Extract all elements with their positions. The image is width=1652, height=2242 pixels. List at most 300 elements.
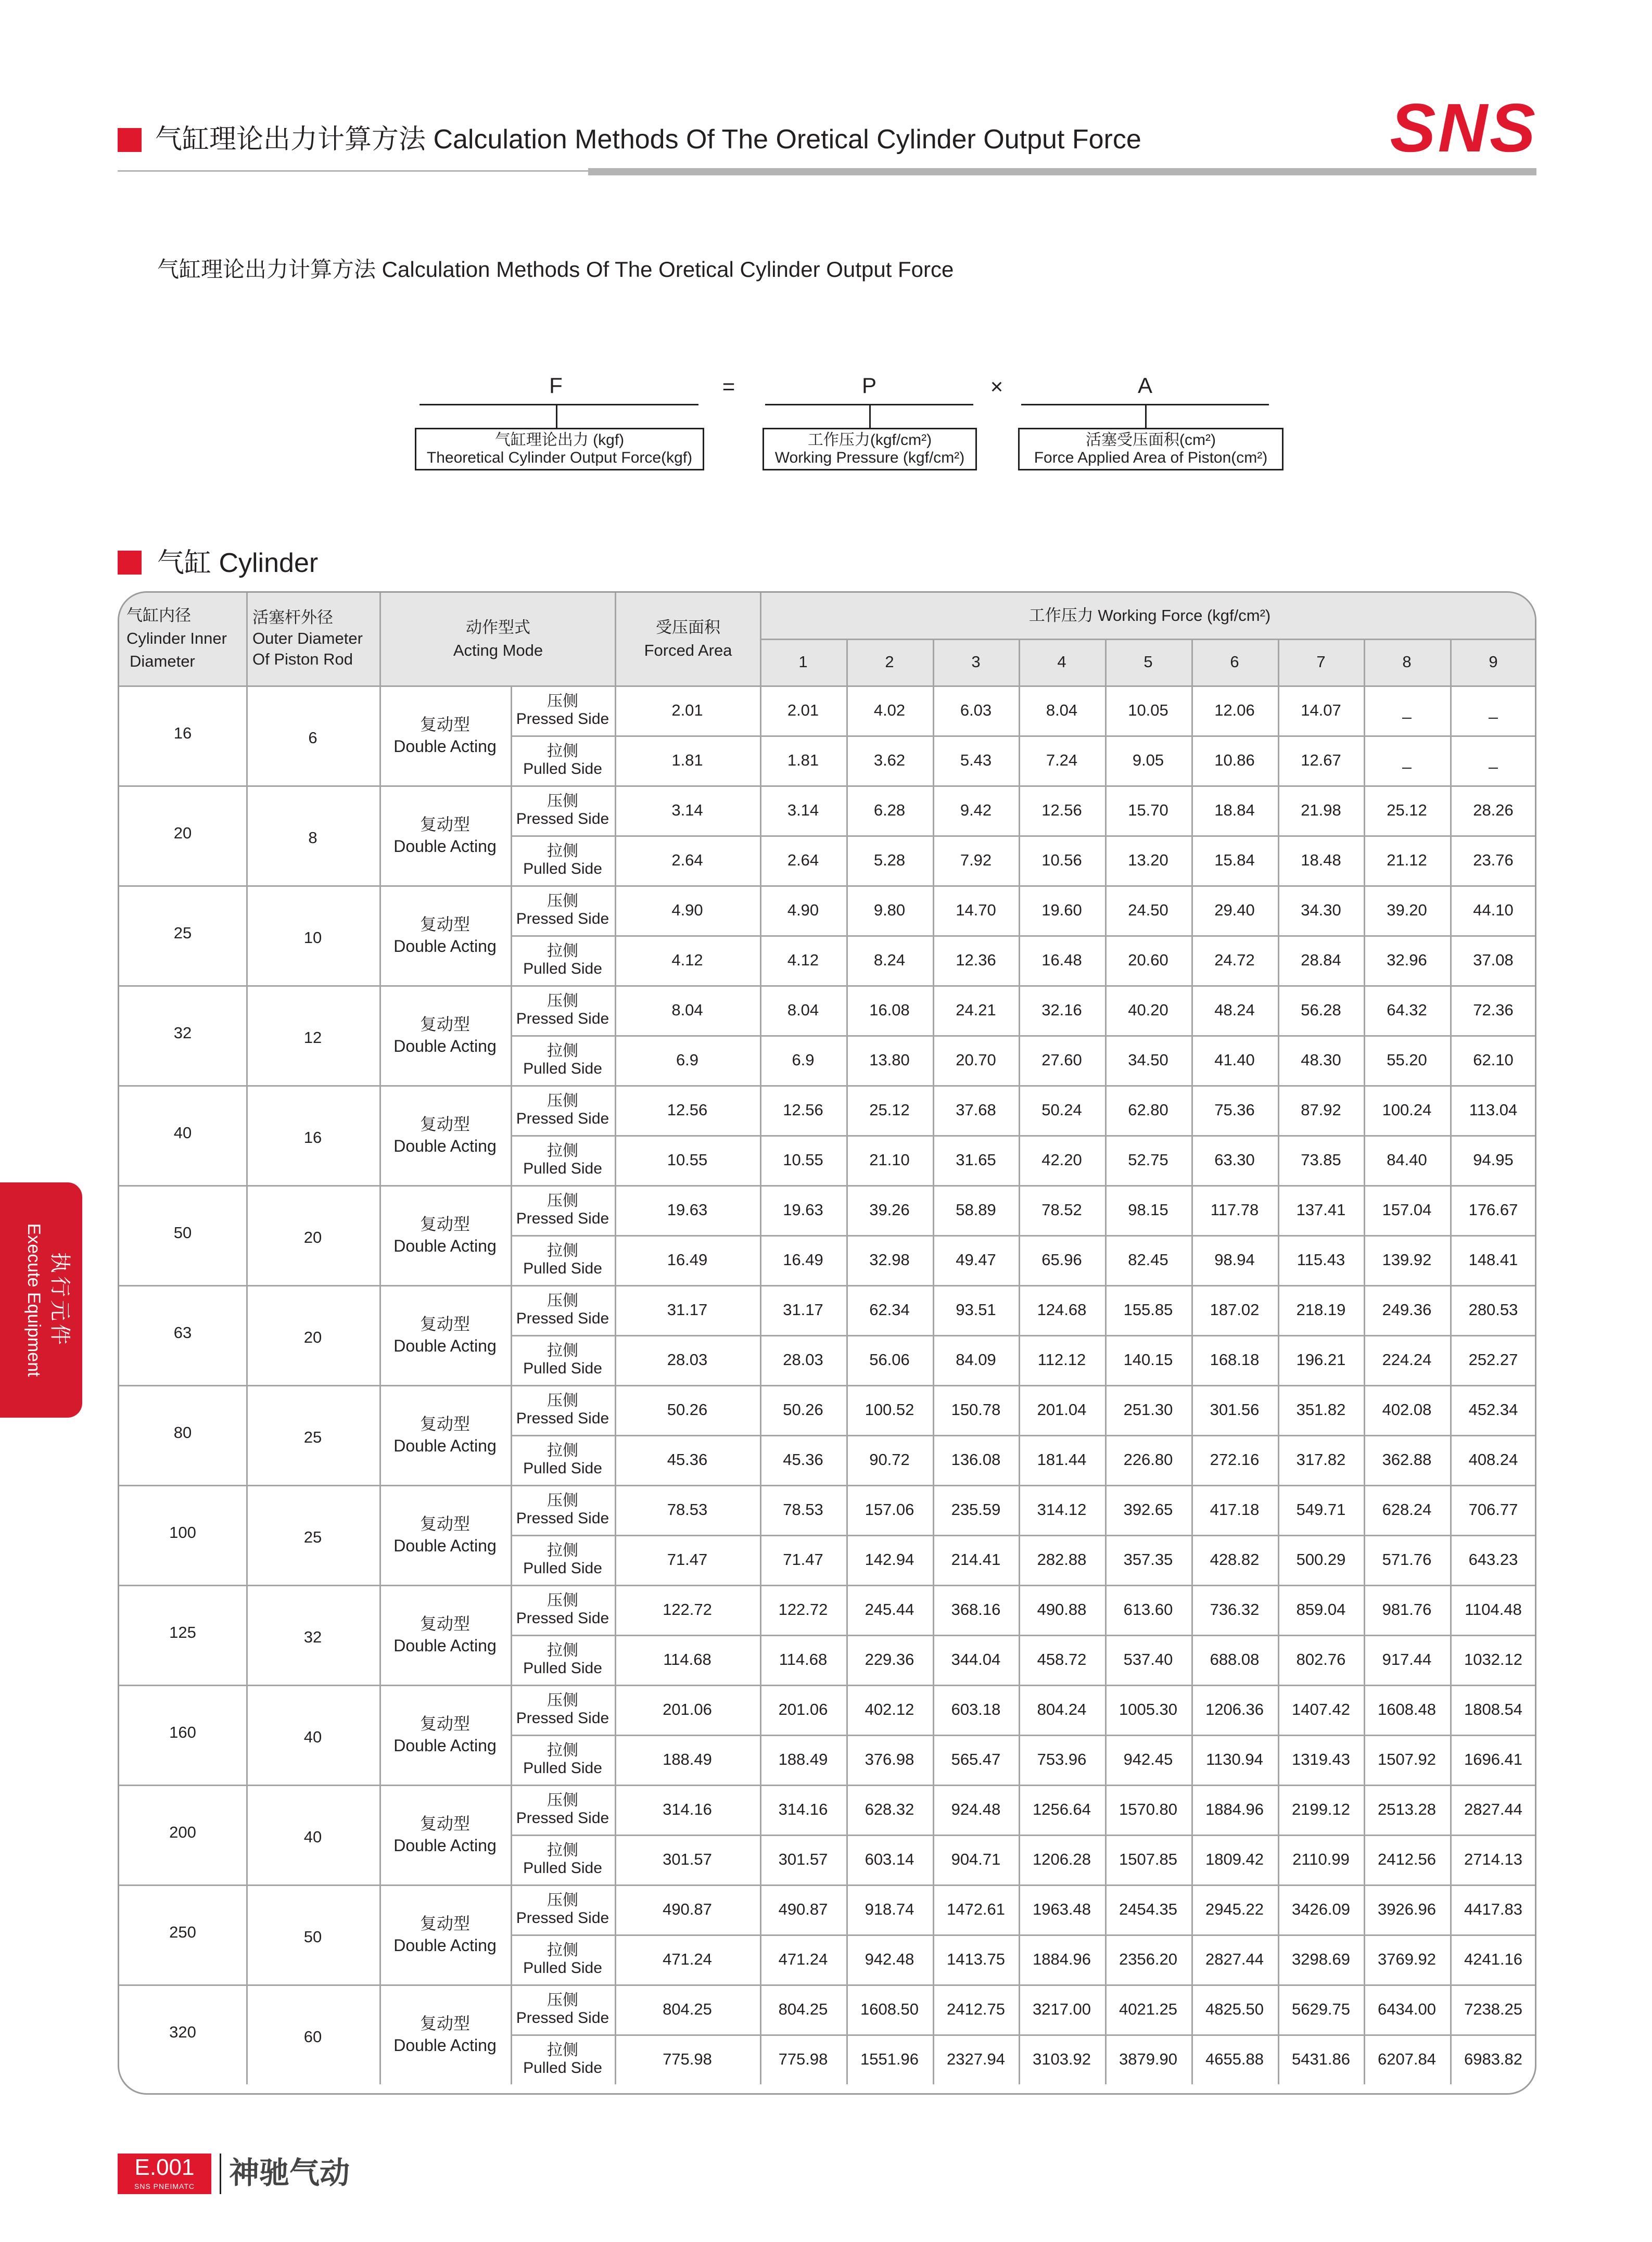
pressed-side-en: Pressed Side <box>516 1510 609 1527</box>
pulled-force-cell: 4241.16 <box>1464 1950 1523 1968</box>
pulled-force-cell: 114.68 <box>779 1650 828 1668</box>
pressed-force-cell: 31.17 <box>783 1301 823 1319</box>
pressed-force-cell: 2199.12 <box>1291 1800 1351 1818</box>
pulled-force-cell: 10.56 <box>1041 851 1082 869</box>
pressed-force-cell: 2513.28 <box>1377 1800 1437 1818</box>
pulled-area-cell: 10.55 <box>667 1151 708 1169</box>
pulled-force-cell: 98.94 <box>1214 1251 1255 1269</box>
rod-cell: 25 <box>303 1428 322 1446</box>
pressed-force-cell: 19.63 <box>783 1201 823 1219</box>
pressed-force-cell: 75.36 <box>1214 1101 1255 1119</box>
pulled-force-cell: 62.10 <box>1473 1051 1514 1069</box>
pulled-force-cell: 188.49 <box>778 1750 828 1768</box>
pulled-side-cell <box>511 1835 615 1884</box>
pressed-side-en: Pressed Side <box>516 1810 609 1827</box>
pulled-force-cell: 4.12 <box>787 951 819 969</box>
pulled-side-cn: 拉侧 <box>547 1942 578 1959</box>
pressed-force-cell: 32.16 <box>1041 1001 1082 1019</box>
table-row <box>119 885 1535 985</box>
pulled-force-cell: 45.36 <box>783 1450 823 1469</box>
bore-cell: 125 <box>169 1623 196 1641</box>
pulled-force-cell: 12.67 <box>1301 751 1341 769</box>
pulled-force-cell: 112.12 <box>1037 1351 1086 1369</box>
pulled-side-en: Pulled Side <box>523 860 602 877</box>
pressed-force-cell: _ <box>1489 701 1498 719</box>
pressed-force-cell: 56.28 <box>1301 1001 1341 1019</box>
pressed-force-cell: 490.88 <box>1037 1600 1087 1619</box>
pulled-force-cell: 458.72 <box>1037 1650 1087 1668</box>
table-row <box>119 1685 1535 1785</box>
header-rod-en1: Outer Diameter <box>252 629 363 647</box>
pressed-force-cell: 6.03 <box>960 701 992 719</box>
pulled-force-cell: 376.98 <box>865 1750 914 1768</box>
pulled-force-cell: 5431.86 <box>1291 2050 1351 2068</box>
pulled-area-cell: 114.68 <box>663 1650 711 1668</box>
acting-mode-cn: 复动型 <box>420 1015 470 1034</box>
header-area <box>616 593 760 685</box>
formula-f-box-en: Theoretical Cylinder Output Force(kgf) <box>426 449 693 466</box>
acting-mode-cell <box>379 685 511 785</box>
header-rod <box>252 603 377 674</box>
acting-mode-cell <box>379 1485 511 1585</box>
pulled-force-cell: 136.08 <box>951 1450 1001 1469</box>
pulled-force-cell: 16.48 <box>1041 951 1082 969</box>
section-square-icon <box>118 551 142 575</box>
rod-cell: 20 <box>303 1328 322 1346</box>
pulled-force-cell: 643.23 <box>1468 1550 1518 1569</box>
pressed-force-cell: 452.34 <box>1468 1400 1518 1419</box>
pulled-force-cell: 16.49 <box>783 1251 823 1269</box>
pressed-force-cell: 62.80 <box>1128 1101 1168 1119</box>
page-code: E.001 <box>134 2155 195 2180</box>
pressed-force-cell: 981.76 <box>1382 1600 1432 1619</box>
pulled-force-cell: 224.24 <box>1382 1351 1432 1369</box>
pressure-header: 3 <box>971 653 981 671</box>
pressed-force-cell: 21.98 <box>1301 801 1341 819</box>
pulled-side-en: Pulled Side <box>523 1660 602 1677</box>
pressed-force-cell: 1608.48 <box>1377 1700 1437 1718</box>
pulled-side-cell <box>511 1735 615 1785</box>
pulled-force-cell: 139.92 <box>1382 1251 1432 1269</box>
formula-a-box <box>1018 428 1284 470</box>
pressure-header: 2 <box>885 653 894 671</box>
pulled-side-cell <box>511 735 615 785</box>
bore-cell: 40 <box>173 1124 192 1142</box>
acting-mode-en: Double Acting <box>393 2036 497 2055</box>
pressed-side-cell <box>511 1984 615 2034</box>
pulled-area-cell: 2.64 <box>671 851 703 869</box>
pressed-force-cell: 2827.44 <box>1464 1800 1523 1818</box>
section-subtitle: 气缸理论出力计算方法 Calculation Methods Of The Oretical Cylinder Output Force <box>157 257 954 282</box>
pulled-force-cell: 1696.41 <box>1464 1750 1523 1768</box>
pulled-force-cell: 21.12 <box>1387 851 1427 869</box>
pressed-side-cell <box>511 985 615 1035</box>
pressed-side-en: Pressed Side <box>516 2009 609 2027</box>
pressed-force-cell: 16.08 <box>869 1001 910 1019</box>
pressed-area-cell: 490.87 <box>663 1900 712 1918</box>
acting-mode-cell <box>379 1085 511 1185</box>
bore-cell: 80 <box>173 1423 192 1442</box>
pulled-force-cell: 27.60 <box>1041 1051 1082 1069</box>
pulled-force-cell: 2.64 <box>787 851 819 869</box>
pulled-force-cell: 56.06 <box>869 1351 910 1369</box>
pulled-area-cell: 4.12 <box>671 951 703 969</box>
side-tab-label <box>21 1224 73 1377</box>
pulled-force-cell: 2110.99 <box>1292 1850 1350 1868</box>
acting-mode-cn: 复动型 <box>420 1115 470 1133</box>
pressed-area-cell: 804.25 <box>663 2000 712 2018</box>
rod-cell: 8 <box>308 829 317 847</box>
pulled-side-cn: 拉侧 <box>547 2042 578 2059</box>
pressed-force-cell: 2412.75 <box>946 2000 1006 2018</box>
pressed-force-cell: 25.12 <box>1387 801 1427 819</box>
pressed-side-cn: 压侧 <box>547 1292 578 1309</box>
table-row <box>119 1785 1535 1884</box>
pulled-force-cell: 1507.92 <box>1377 1750 1437 1768</box>
pulled-force-cell: 8.24 <box>873 951 906 969</box>
pulled-side-cell <box>511 1235 615 1285</box>
pulled-force-cell: 4655.88 <box>1205 2050 1264 2068</box>
pressed-force-cell: 150.78 <box>951 1400 1001 1419</box>
pressed-force-cell: 157.04 <box>1382 1201 1432 1219</box>
pulled-force-cell: 1130.94 <box>1206 1750 1263 1768</box>
acting-mode-en: Double Acting <box>393 1336 497 1355</box>
pulled-force-cell: 226.80 <box>1123 1450 1173 1469</box>
footer-brand: 神驰气动 <box>229 2156 350 2190</box>
formula-f-line <box>420 404 698 405</box>
pulled-force-cell: 20.70 <box>956 1051 996 1069</box>
pressed-force-cell: 859.04 <box>1296 1600 1346 1619</box>
pressed-side-cell <box>511 1685 615 1735</box>
formula-f-box <box>415 428 704 470</box>
pulled-force-cell: 5.28 <box>873 851 906 869</box>
pressed-area-cell: 19.63 <box>667 1201 708 1219</box>
footer-divider <box>220 2154 221 2194</box>
formula-f-box-cn: 气缸理论出力 (kgf) <box>494 431 625 449</box>
pressed-side-cn: 压侧 <box>547 1392 578 1409</box>
pressed-force-cell: 124.68 <box>1037 1301 1087 1319</box>
table-row <box>119 685 1535 785</box>
pulled-force-cell: 63.30 <box>1214 1151 1255 1169</box>
pulled-force-cell: 94.95 <box>1473 1151 1514 1169</box>
pulled-force-cell: 1319.43 <box>1291 1750 1351 1768</box>
pulled-side-cell <box>511 835 615 885</box>
pulled-area-cell: 6.9 <box>676 1051 699 1069</box>
pulled-force-cell: 282.88 <box>1037 1550 1087 1569</box>
acting-mode-en: Double Acting <box>393 1536 497 1555</box>
pressed-side-cn: 压侧 <box>547 1592 578 1609</box>
rod-cell: 50 <box>303 1928 322 1946</box>
pulled-force-cell: 65.96 <box>1041 1251 1082 1269</box>
header-pressure-label: 工作压力 Working Force (kgf/cm²) <box>1028 606 1271 625</box>
pulled-force-cell: 37.08 <box>1473 951 1514 969</box>
pulled-force-cell: 1551.96 <box>860 2050 919 2068</box>
pulled-force-cell: 753.96 <box>1037 1750 1087 1768</box>
pressed-force-cell: 245.44 <box>865 1600 914 1619</box>
bore-cell: 250 <box>169 1923 196 1941</box>
pressed-force-cell: 4825.50 <box>1205 2000 1264 2018</box>
pressed-side-en: Pressed Side <box>516 1610 609 1627</box>
pressed-force-cell: 6.28 <box>873 801 906 819</box>
pulled-force-cell: 49.47 <box>956 1251 996 1269</box>
pressed-force-cell: 392.65 <box>1123 1500 1173 1519</box>
pressure-header: 4 <box>1057 653 1066 671</box>
pulled-force-cell: 301.57 <box>778 1850 828 1868</box>
formula-p-tick <box>869 405 871 428</box>
pressed-side-en: Pressed Side <box>516 810 609 827</box>
pressed-side-cell <box>511 885 615 935</box>
pulled-force-cell: 2412.56 <box>1377 1850 1437 1868</box>
rod-cell: 10 <box>303 928 322 947</box>
rod-cell: 60 <box>303 2028 322 2046</box>
page-title: 气缸理论出力计算方法 Calculation Methods Of The Oretical Cylinder Output Force <box>155 124 1141 155</box>
pulled-force-cell: 7.24 <box>1046 751 1078 769</box>
formula-f: F <box>549 373 563 398</box>
pressed-side-cn: 压侧 <box>547 1692 578 1709</box>
side-tab-cn: 执行元件 <box>48 1252 71 1348</box>
pulled-force-cell: 7.92 <box>960 851 992 869</box>
pressed-force-cell: 72.36 <box>1473 1001 1514 1019</box>
pressed-force-cell: 314.16 <box>778 1800 828 1818</box>
pulled-force-cell: 140.15 <box>1123 1351 1173 1369</box>
bore-cell: 16 <box>173 724 192 742</box>
header-bore-en1: Cylinder Inner <box>126 629 227 647</box>
pulled-force-cell: 28.84 <box>1301 951 1341 969</box>
pulled-force-cell: 18.48 <box>1301 851 1341 869</box>
pulled-force-cell: 15.84 <box>1214 851 1255 869</box>
pressed-force-cell: 4021.25 <box>1119 2000 1178 2018</box>
pressed-side-cell <box>511 1485 615 1535</box>
acting-mode-en: Double Acting <box>393 1436 497 1455</box>
pulled-force-cell: 904.71 <box>951 1850 1001 1868</box>
pressed-side-cn: 压侧 <box>547 693 578 710</box>
pressed-side-en: Pressed Side <box>516 1210 609 1227</box>
pressed-area-cell: 3.14 <box>671 801 703 819</box>
pulled-side-cell <box>511 1535 615 1585</box>
pressure-header: 8 <box>1402 653 1412 671</box>
pressed-area-cell: 31.17 <box>667 1301 708 1319</box>
acting-mode-cell <box>379 1785 511 1884</box>
pulled-side-cn: 拉侧 <box>547 1242 578 1259</box>
cylinder-force-table <box>118 591 1536 2095</box>
pulled-force-cell: 13.80 <box>869 1051 910 1069</box>
formula-times: × <box>990 374 1003 399</box>
formula-p-box <box>763 428 977 470</box>
pressed-force-cell: 402.12 <box>865 1700 914 1718</box>
pulled-force-cell: _ <box>1489 751 1498 769</box>
pressed-force-cell: 25.12 <box>869 1101 910 1119</box>
pressed-force-cell: 402.08 <box>1382 1400 1432 1419</box>
pulled-force-cell: 571.76 <box>1382 1550 1432 1569</box>
pressed-force-cell: 2945.22 <box>1205 1900 1264 1918</box>
pulled-side-cell <box>511 1035 615 1085</box>
acting-mode-cn: 复动型 <box>420 715 470 734</box>
pulled-force-cell: 31.65 <box>956 1151 996 1169</box>
pulled-force-cell: 357.35 <box>1123 1550 1173 1569</box>
pressed-force-cell: 14.07 <box>1301 701 1341 719</box>
pressed-force-cell: 50.24 <box>1041 1101 1082 1119</box>
table-row <box>119 1984 1535 2084</box>
pulled-force-cell: 344.04 <box>951 1650 1001 1668</box>
pressed-side-cn: 压侧 <box>547 992 578 1010</box>
acting-mode-cn: 复动型 <box>420 1315 470 1333</box>
pulled-area-cell: 16.49 <box>667 1251 708 1269</box>
pulled-side-cell <box>511 1335 615 1385</box>
pulled-force-cell: 20.60 <box>1128 951 1168 969</box>
acting-mode-en: Double Acting <box>393 1936 497 1955</box>
acting-mode-en: Double Acting <box>393 1836 497 1855</box>
pressed-force-cell: 5629.75 <box>1291 2000 1351 2018</box>
pressed-force-cell: 280.53 <box>1468 1301 1518 1319</box>
table-row <box>119 1485 1535 1585</box>
pressed-side-en: Pressed Side <box>516 1010 609 1027</box>
pulled-area-cell: 71.47 <box>667 1550 708 1569</box>
pressed-force-cell: 8.04 <box>787 1001 819 1019</box>
brand-logo: SNS <box>1390 90 1537 166</box>
pressed-side-cn: 压侧 <box>547 793 578 810</box>
pressed-side-cell <box>511 1185 615 1235</box>
acting-mode-en: Double Acting <box>393 837 497 856</box>
pressed-force-cell: _ <box>1402 701 1412 719</box>
acting-mode-en: Double Acting <box>393 937 497 956</box>
pulled-force-cell: 3879.90 <box>1119 2050 1178 2068</box>
pressed-force-cell: 19.60 <box>1041 901 1082 919</box>
pressed-force-cell: 1884.96 <box>1205 1800 1264 1818</box>
acting-mode-en: Double Acting <box>393 737 497 756</box>
pressed-force-cell: 249.36 <box>1382 1301 1432 1319</box>
pulled-side-cn: 拉侧 <box>547 1842 578 1859</box>
pulled-side-cn: 拉侧 <box>547 1742 578 1759</box>
pressed-force-cell: 12.06 <box>1214 701 1255 719</box>
header-rod-en2: Of Piston Rod <box>252 650 353 668</box>
pressed-area-cell: 12.56 <box>667 1101 708 1119</box>
pressed-force-cell: 351.82 <box>1296 1400 1346 1419</box>
pressed-force-cell: 2.01 <box>787 701 819 719</box>
acting-mode-cell <box>379 1385 511 1485</box>
pressed-force-cell: 157.06 <box>865 1500 914 1519</box>
acting-mode-cell <box>379 1884 511 1984</box>
bore-cell: 20 <box>173 824 192 842</box>
pulled-force-cell: 28.03 <box>783 1351 823 1369</box>
pressed-force-cell: 924.48 <box>951 1800 1001 1818</box>
pressed-force-cell: 613.60 <box>1123 1600 1173 1619</box>
pressed-force-cell: 490.87 <box>778 1900 828 1918</box>
pressed-side-cn: 压侧 <box>547 1892 578 1909</box>
pulled-side-cn: 拉侧 <box>547 743 578 760</box>
acting-mode-cn: 复动型 <box>420 815 470 834</box>
pulled-force-cell: 2714.13 <box>1464 1850 1523 1868</box>
pressed-force-cell: 10.05 <box>1128 701 1168 719</box>
table-row <box>119 1285 1535 1385</box>
pressed-force-cell: 1963.48 <box>1032 1900 1091 1918</box>
pressed-force-cell: 3.14 <box>787 801 819 819</box>
acting-mode-cn: 复动型 <box>420 1415 470 1433</box>
acting-mode-cn: 复动型 <box>420 1514 470 1533</box>
rod-cell: 12 <box>303 1028 322 1047</box>
acting-mode-cell <box>379 885 511 985</box>
pulled-area-cell: 188.49 <box>663 1750 712 1768</box>
pulled-force-cell: 1.81 <box>787 751 819 769</box>
pulled-force-cell: 73.85 <box>1301 1151 1341 1169</box>
pulled-force-cell: 428.82 <box>1210 1550 1260 1569</box>
pressed-area-cell: 122.72 <box>663 1600 712 1619</box>
pulled-side-en: Pulled Side <box>523 760 602 778</box>
acting-mode-cn: 复动型 <box>420 1714 470 1733</box>
page-number-badge <box>118 2154 211 2194</box>
pressed-force-cell: 4417.83 <box>1464 1900 1523 1918</box>
pressure-header: 1 <box>798 653 808 671</box>
formula-a-box-cn: 活塞受压面积(cm²) <box>1086 431 1216 449</box>
pressed-area-cell: 78.53 <box>667 1500 708 1519</box>
pressed-force-cell: 100.52 <box>865 1400 914 1419</box>
pressed-force-cell: 39.20 <box>1387 901 1427 919</box>
table-row <box>119 985 1535 1085</box>
pressed-force-cell: 12.56 <box>783 1101 823 1119</box>
pressed-force-cell: 7238.25 <box>1464 2000 1523 2018</box>
pulled-side-en: Pulled Side <box>523 1859 602 1877</box>
pressed-force-cell: 18.84 <box>1214 801 1255 819</box>
pressed-force-cell: 98.15 <box>1128 1201 1168 1219</box>
header-mode-en: Acting Mode <box>453 641 543 659</box>
pressure-header: 7 <box>1316 653 1326 671</box>
header-rule <box>118 170 588 172</box>
pressed-side-cn: 压侧 <box>547 1192 578 1209</box>
pulled-force-cell: 12.36 <box>956 951 996 969</box>
pressed-side-cn: 压侧 <box>547 893 578 910</box>
pressed-side-en: Pressed Side <box>516 1909 609 1927</box>
pressed-area-cell: 50.26 <box>667 1400 708 1419</box>
pulled-force-cell: 603.14 <box>865 1850 914 1868</box>
pulled-force-cell: 408.24 <box>1468 1450 1518 1469</box>
formula-a: A <box>1137 373 1152 398</box>
header-mode <box>382 593 615 685</box>
pressed-force-cell: 1608.50 <box>860 2000 919 2018</box>
acting-mode-en: Double Acting <box>393 1636 497 1655</box>
pulled-side-cn: 拉侧 <box>547 843 578 860</box>
pulled-force-cell: 942.48 <box>865 1950 914 1968</box>
pressed-area-cell: 201.06 <box>663 1700 712 1718</box>
pulled-force-cell: 214.41 <box>951 1550 1001 1569</box>
pulled-force-cell: 181.44 <box>1037 1450 1087 1469</box>
pulled-force-cell: 148.41 <box>1468 1251 1518 1269</box>
acting-mode-cn: 复动型 <box>420 915 470 934</box>
pulled-side-cn: 拉侧 <box>547 1542 578 1559</box>
acting-mode-cell <box>379 1185 511 1285</box>
pressure-header: 5 <box>1143 653 1153 671</box>
pulled-force-cell: 942.45 <box>1123 1750 1173 1768</box>
header-bore <box>126 602 246 675</box>
pulled-force-cell: 802.76 <box>1296 1650 1346 1668</box>
pressed-force-cell: 3426.09 <box>1291 1900 1351 1918</box>
pulled-force-cell: 55.20 <box>1387 1051 1427 1069</box>
pressed-area-cell: 8.04 <box>671 1001 703 1019</box>
pulled-force-cell: 82.45 <box>1128 1251 1168 1269</box>
pressed-force-cell: 3926.96 <box>1377 1900 1437 1918</box>
table-row <box>119 1884 1535 1984</box>
pulled-force-cell: 3103.92 <box>1032 2050 1091 2068</box>
pressed-side-cn: 压侧 <box>547 1992 578 2009</box>
header-rule-thick <box>588 168 1536 175</box>
acting-mode-cn: 复动型 <box>420 1614 470 1633</box>
pressed-force-cell: 1206.36 <box>1205 1700 1264 1718</box>
pressed-side-cn: 压侧 <box>547 1492 578 1509</box>
pressed-force-cell: 28.26 <box>1473 801 1514 819</box>
pulled-force-cell: 565.47 <box>951 1750 1001 1768</box>
acting-mode-cn: 复动型 <box>420 2014 470 2033</box>
pressed-force-cell: 117.78 <box>1210 1201 1259 1219</box>
bore-cell: 63 <box>173 1323 192 1342</box>
pressed-force-cell: 201.06 <box>778 1700 828 1718</box>
